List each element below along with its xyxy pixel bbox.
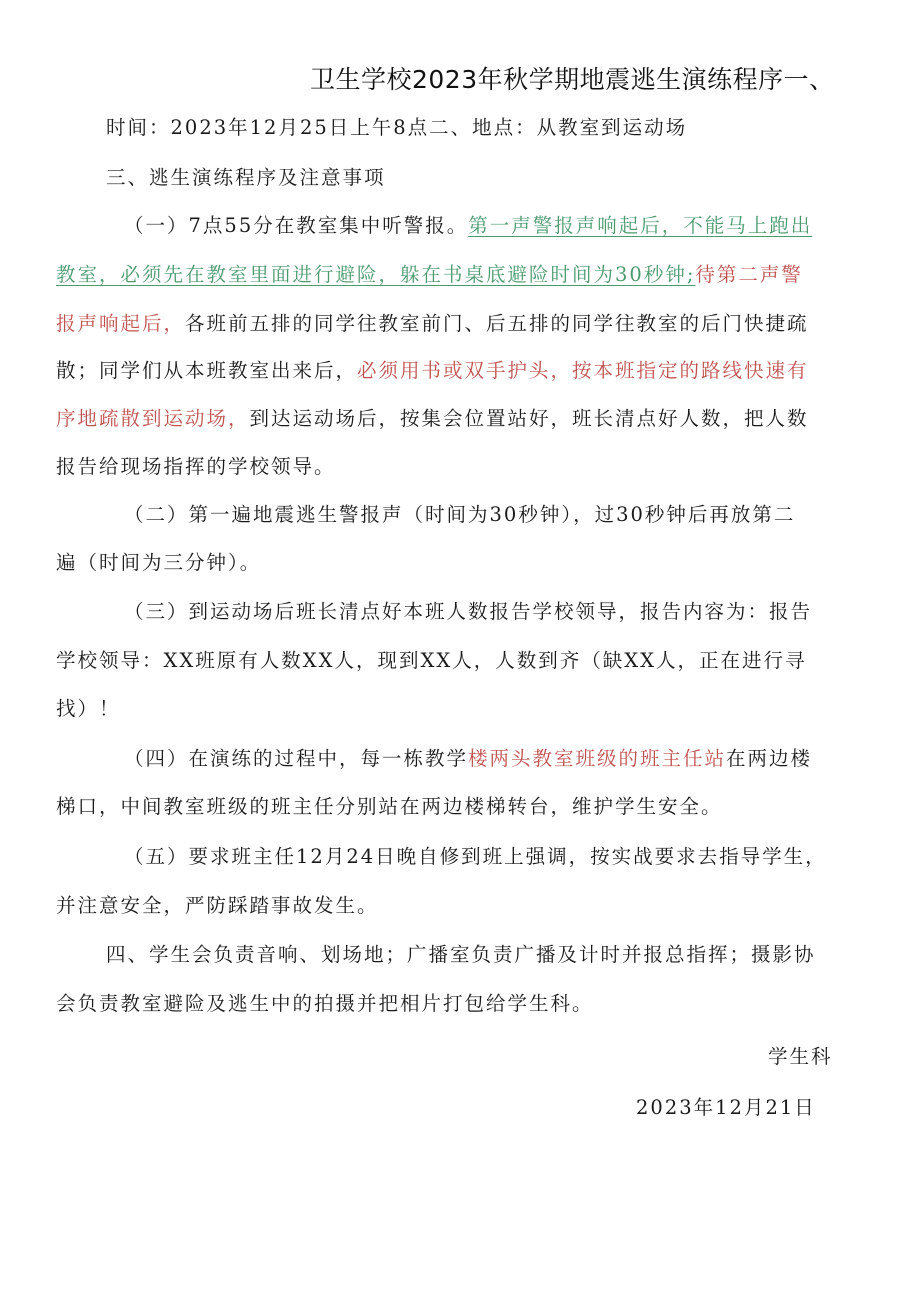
para-5-line-2: 并注意安全，严防踩踏事故发生。 bbox=[56, 894, 379, 917]
para-3-line-2: 学校领导：XX班原有人数XX人，现到XX人，人数到齐（缺XX人，正在进行寻 bbox=[56, 649, 807, 672]
para-4-line-1 bbox=[124, 745, 812, 773]
para-1-green-highlight: 第一声警报声响起后，不能马上跑出 bbox=[468, 214, 813, 237]
para-1-red-highlight: 必须用书或双手护头，按本班指定的路线快速有 bbox=[357, 359, 809, 382]
para-1-line-2 bbox=[56, 261, 803, 289]
section-3-heading: 三、逃生演练程序及注意事项 bbox=[106, 166, 386, 189]
para-4-red-highlight: 楼两头教室班级的班主任站 bbox=[468, 747, 727, 770]
signature-department: 学生科 bbox=[768, 1045, 833, 1068]
section-4-line-2: 会负责教室避险及逃生中的拍摄并把相片打包给学生科。 bbox=[56, 992, 594, 1015]
para-2-line-2: 遍（时间为三分钟）。 bbox=[56, 551, 262, 574]
para-4-text: （四）在演练的过程中，每一栋教学 bbox=[124, 747, 469, 770]
para-1-line-3 bbox=[56, 310, 809, 338]
para-5-line-1: （五）要求班主任12月24日晚自修到班上强调，按实战要求去指导学生， bbox=[124, 845, 827, 868]
para-2-line-1: （二）第一遍地震逃生警报声（时间为30秒钟），过30秒钟后再放第二 bbox=[124, 503, 796, 526]
para-1-text: 各班前五排的同学往教室前门、后五排的同学往教室的后门快捷疏 bbox=[185, 312, 809, 335]
para-1-line-1 bbox=[124, 212, 812, 240]
para-1-text: （一）7点55分在教室集中听警报。 bbox=[124, 214, 469, 237]
para-1-line-4 bbox=[56, 357, 809, 385]
para-1-line-6: 报告给现场指挥的学校领导。 bbox=[56, 455, 336, 478]
para-1-red-highlight: 报声响起后， bbox=[56, 312, 186, 335]
time-location-line: 时间：2023年12月25日上午8点二、地点：从教室到运动场 bbox=[106, 116, 688, 139]
document-title: 卫生学校2023年秋学期地震逃生演练程序一、 bbox=[310, 65, 835, 94]
para-4-text: 在两边楼 bbox=[726, 747, 813, 770]
para-1-red-highlight: 待第二声警 bbox=[695, 263, 803, 286]
section-4-line-1: 四、学生会负责音响、划场地；广播室负责广播及计时并报总指挥；摄影协 bbox=[106, 943, 816, 966]
signature-date: 2023年12月21日 bbox=[636, 1096, 816, 1119]
para-1-text: 到达运动场后，按集会位置站好，班长清点好人数，把人数 bbox=[249, 407, 809, 430]
para-1-text: 散；同学们从本班教室出来后， bbox=[56, 359, 358, 382]
para-1-line-5 bbox=[56, 405, 809, 433]
para-3-line-1: （三）到运动场后班长清点好本班人数报告学校领导，报告内容为：报告 bbox=[124, 600, 813, 623]
para-3-line-3: 找）！ bbox=[56, 697, 121, 720]
para-1-red-highlight: 序地疏散到运动场， bbox=[56, 407, 250, 430]
para-1-green-highlight: 教室，必须先在教室里面进行避险，躲在书桌底避险时间为30秒钟; bbox=[56, 263, 696, 286]
para-4-line-2: 梯口，中间教室班级的班主任分别站在两边楼梯转台，维护学生安全。 bbox=[56, 795, 723, 818]
